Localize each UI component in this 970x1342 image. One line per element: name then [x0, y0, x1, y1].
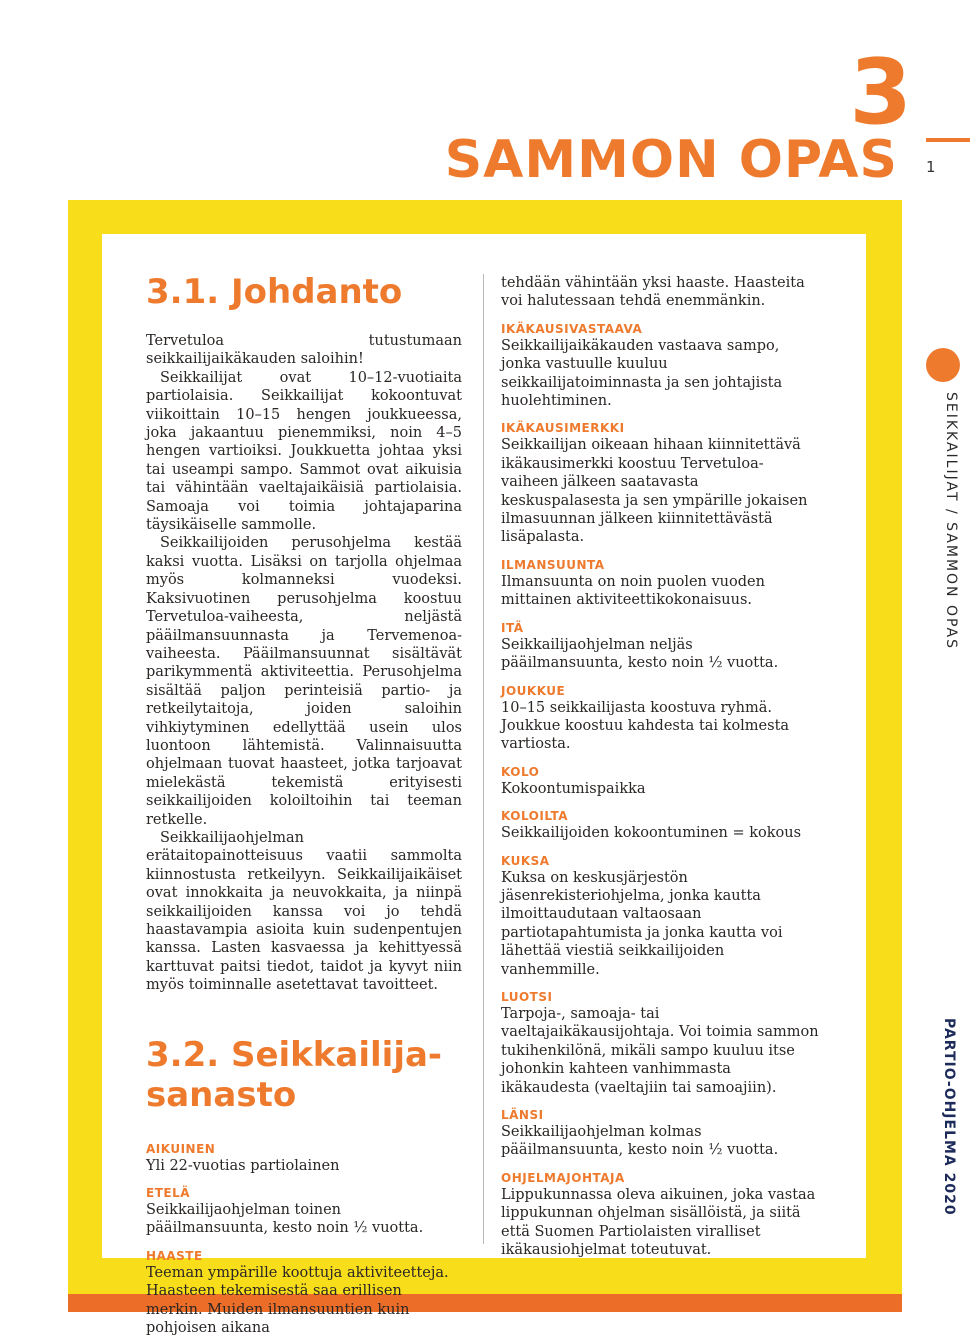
glossary-continuation: tehdään vähintään yksi haaste. Haasteita voi halutessaan tehdä enemmänkin.	[501, 275, 805, 310]
glossary-definition: Seikkailijan oikeaan hihaan kiinnitettävä ikäkausimerkki koostuu Tervetuloa-vaiheen jälkeen saatavasta keskuspalasesta ja sen ympärille jokaisen ilmasuunnan jälkeen kiinnitettävästä lisäpalasta.	[501, 437, 808, 546]
section-title-sanasto: 3.2. Seikkailija-sanasto	[146, 1034, 443, 1115]
glossary-definition: Seikkailijaikäkauden vastaava sampo, jonka vastuulle kuuluu seikkailijatoiminnasta ja sen johtajista huolehtiminen.	[501, 337, 783, 410]
intro-paragraph: Seikkailijoiden perusohjelma kestää kaksi vuotta. Lisäksi on tarjolla ohjelmaa myös kolmanneksi vuodeksi. Kaksivuotinen perusohjelma koostuu Tervetuloa-vaiheesta, neljästä pääilmansuunnasta ja Tervemenoa-vaiheesta. Pääilmansuunnat sisältävät parikymmentä aktiviteettia. Perusohjelma sisältää paljon perinteisiä partio- ja retkeilytaitoja, joiden saloihin vihkiytyminen edellyttää usein ulos luontoon lähtemistä. Valinnaisuutta ohjelmaan tuovat haasteet, jotka tarjoavat mielekästä tekemistä erityisesti seikkailijoiden koloiltoihin tai teeman retkelle.	[146, 535, 462, 828]
page-number: 1	[926, 158, 936, 176]
glossary-definition: Seikkailijaohjelman neljäs pääilmansuunta, kesto noin ½ vuotta.	[501, 636, 779, 672]
intro-paragraph: Tervetuloa tutustumaan seikkailijaikäkauden saloihin!	[146, 333, 462, 368]
column-divider	[483, 274, 484, 1244]
right-column	[501, 274, 819, 1259]
glossary-term: ILMANSUUNTA	[501, 557, 605, 572]
header-rule	[926, 138, 970, 142]
glossary-term: HAASTE	[146, 1248, 203, 1263]
page-title: SAMMON OPAS	[444, 130, 898, 190]
glossary-definition: 10–15 seikkailijasta koostuva ryhmä. Joukkue koostuu kahdesta tai kolmesta vartiosta.	[501, 699, 790, 753]
glossary-definition: Lippukunnassa oleva aikuinen, joka vastaa lippukunnan ohjelman sisällöistä, ja siitä että Suomen Partiolaisten viralliset ikäkausiohjelmat toteutuvat.	[501, 1186, 816, 1259]
glossary-term: KOLO	[501, 764, 540, 779]
glossary-definition: Tarpoja-, samoaja- tai vaeltajaikäkausijohtaja. Voi toimia sammon tukihenkilönä, mikäli sampo kuuluu itse johonkin kahteen vanhimmasta ikäkaudesta (vaeltajiin tai samoajiin).	[501, 1005, 819, 1096]
chapter-number: 3	[849, 40, 912, 145]
glossary-term: LUOTSI	[501, 989, 553, 1004]
glossary-term: AIKUINEN	[146, 1141, 216, 1156]
glossary-definition: Seikkailijaohjelman toinen pääilmansuunta, kesto noin ½ vuotta.	[146, 1202, 424, 1237]
orange-dot-icon	[926, 348, 960, 382]
glossary-term: LÄNSI	[501, 1108, 544, 1122]
glossary-term: OHJELMAJOHTAJA	[501, 1170, 625, 1185]
glossary-term: KUKSA	[501, 853, 550, 868]
glossary-definition: Kokoontumispaikka	[501, 780, 646, 797]
glossary-definition: Yli 22-vuotias partiolainen	[146, 1157, 340, 1174]
left-column	[146, 234, 462, 1337]
glossary-term: KOLOILTA	[501, 809, 569, 824]
glossary-definition: Ilmansuunta on noin puolen vuoden mittainen aktiviteettikokonaisuus.	[501, 573, 765, 609]
section-title-johdanto: 3.1. Johdanto	[146, 272, 403, 312]
section-side-label: SEIKKAILIJAT / SAMMON OPAS	[943, 392, 959, 651]
glossary-term: IKÄKAUSIMERKKI	[501, 421, 625, 436]
brand-side-label: PARTIO-OHJELMA 2020	[941, 1018, 957, 1216]
intro-paragraph: Seikkailijaohjelman erätaitopainotteisuus vaatii sammolta kiinnostusta retkeilyyn. Seikkailijaikäiset ovat innokkaita ja neuvokkaita, ja niinpä seikkailijoiden kanssa voi jo tehdä haastavampia asioita kuin sudenpentujen kanssa. Lasten kasvaessa ja kehittyessä karttuvat paitsi tiedot, taidot ja kyvyt niin myös toiminnalle asetettavat tavoitteet.	[146, 829, 462, 994]
content-panel	[102, 234, 866, 1337]
glossary-term: ITÄ	[501, 620, 524, 635]
glossary-definition: Kuksa on keskusjärjestön jäsenrekisteriohjelma, jonka kautta ilmoittaudutaan valtaosaan partiotapahtumista ja jonka kautta voi lähettää viestiä seikkailijoiden vanhemmille.	[501, 869, 783, 978]
glossary-term: IKÄKAUSIVASTAAVA	[501, 321, 643, 336]
intro-paragraph: Seikkailijat ovat 10–12-vuotiaita partiolaisia. Seikkailijat kokoontuvat viikoittain 10–15 hengen joukkueessa, joka jakaantuu pienemmiksi, noin 4–5 hengen vartioiksi. Joukkuetta johtaa yksi tai useampi sampo. Sammot ovat aikuisia tai vähintään vaeltajaikäisiä partiolaisia. Samoaja voi toimia johtajaparina täysikäiselle sammolle.	[146, 369, 462, 534]
glossary-term: JOUKKUE	[501, 683, 566, 698]
glossary-definition: Teeman ympärille koottuja aktiviteetteja. Haasteen tekemisestä saa erillisen merkin. Muiden ilmansuuntien kuin pohjoisen aikana	[146, 1264, 449, 1337]
glossary-definition: Seikkailijoiden kokoontuminen = kokous	[501, 825, 802, 842]
glossary-term: ETELÄ	[146, 1186, 191, 1201]
glossary-definition: Seikkailijaohjelman kolmas pääilmansuunta, kesto noin ½ vuotta.	[501, 1124, 779, 1159]
